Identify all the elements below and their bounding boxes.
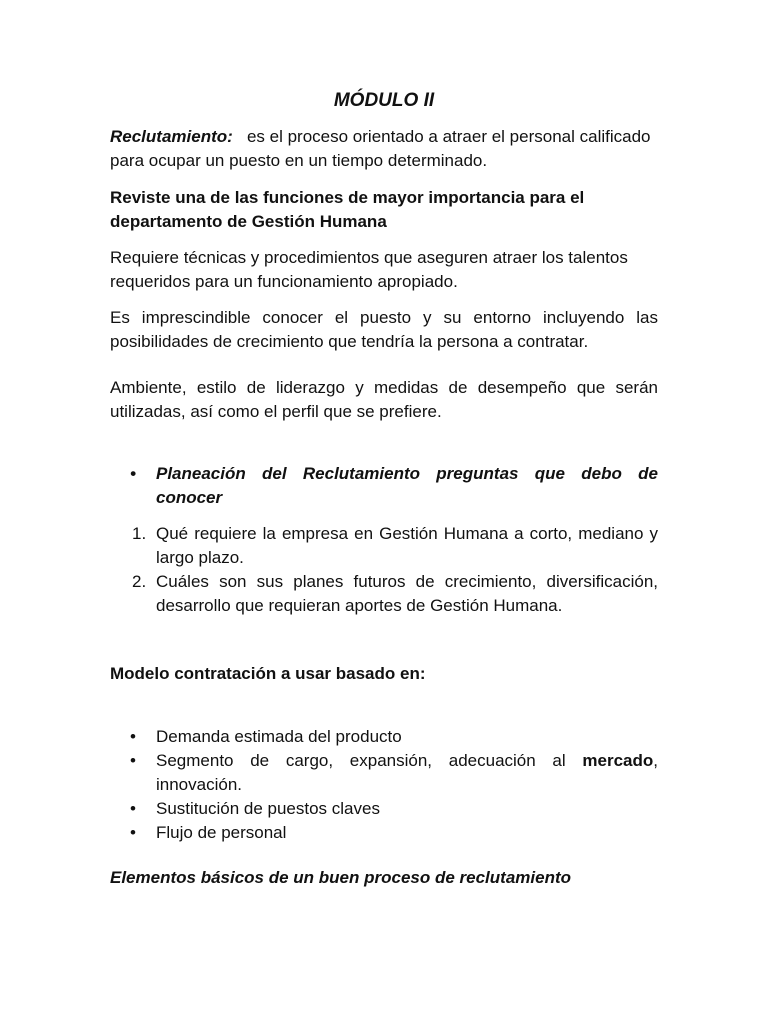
model-item-text: Demanda estimada del producto bbox=[156, 727, 402, 746]
bullet-marker: • bbox=[130, 823, 136, 842]
question-text: Cuáles son sus planes futuros de crecimiento, diversificación, desarrollo que requieran aportes de Gestión Humana. bbox=[156, 572, 658, 615]
paragraph-position: Es imprescindible conocer el puesto y su entorno incluyendo las posibilidades de crecimiento que tendría la persona a contratar. bbox=[110, 308, 658, 351]
paragraph-techniques: Requiere técnicas y procedimientos que aseguren atraer los talentos requeridos para un funcionamiento apropiado. bbox=[110, 248, 628, 291]
bullet-marker: • bbox=[130, 751, 136, 770]
model-item-text: Sustitución de puestos claves bbox=[156, 799, 380, 818]
bullet-marker: • bbox=[130, 464, 136, 483]
list-item bbox=[110, 749, 658, 797]
model-heading: Modelo contratación a usar basado en: bbox=[110, 664, 426, 683]
importance-statement: Reviste una de las funciones de mayor importancia para el departamento de Gestión Humana bbox=[110, 188, 585, 231]
paragraph-environment: Ambiente, estilo de liderazgo y medidas de desempeño que serán utilizadas, así como el perfil que se prefiere. bbox=[110, 378, 658, 421]
list-item bbox=[110, 821, 658, 845]
definition-term: Reclutamiento: bbox=[110, 127, 233, 146]
bullet-marker: • bbox=[130, 799, 136, 818]
list-number: 1. bbox=[132, 524, 147, 543]
final-heading: Elementos básicos de un buen proceso de reclutamiento bbox=[110, 868, 572, 887]
list-item bbox=[110, 570, 658, 618]
planning-bullet-list bbox=[110, 462, 658, 510]
module-title: MÓDULO II bbox=[333, 90, 435, 111]
model-item-emphasis: mercado bbox=[582, 751, 654, 770]
recruitment-definition bbox=[110, 125, 658, 173]
list-item bbox=[110, 725, 658, 749]
model-item-text: Flujo de personal bbox=[156, 823, 287, 842]
model-item-text: Segmento de cargo, expansión, adecuación al bbox=[156, 751, 583, 770]
questions-list bbox=[110, 522, 658, 618]
list-number: 2. bbox=[132, 572, 147, 591]
list-item bbox=[110, 522, 658, 570]
question-text: Qué requiere la empresa en Gestión Humana a corto, mediano y largo plazo. bbox=[156, 524, 658, 567]
planning-bullet-text: Planeación del Reclutamiento preguntas que debo de conocer bbox=[156, 464, 658, 507]
definition-text: es el proceso orientado a atraer el personal calificado para ocupar un puesto en un tiempo determinado. bbox=[110, 127, 651, 170]
model-bullet-list bbox=[110, 725, 658, 845]
model-item-text: , innovación. bbox=[156, 751, 658, 794]
list-item bbox=[110, 462, 658, 510]
list-item bbox=[110, 797, 658, 821]
bullet-marker: • bbox=[130, 727, 136, 746]
